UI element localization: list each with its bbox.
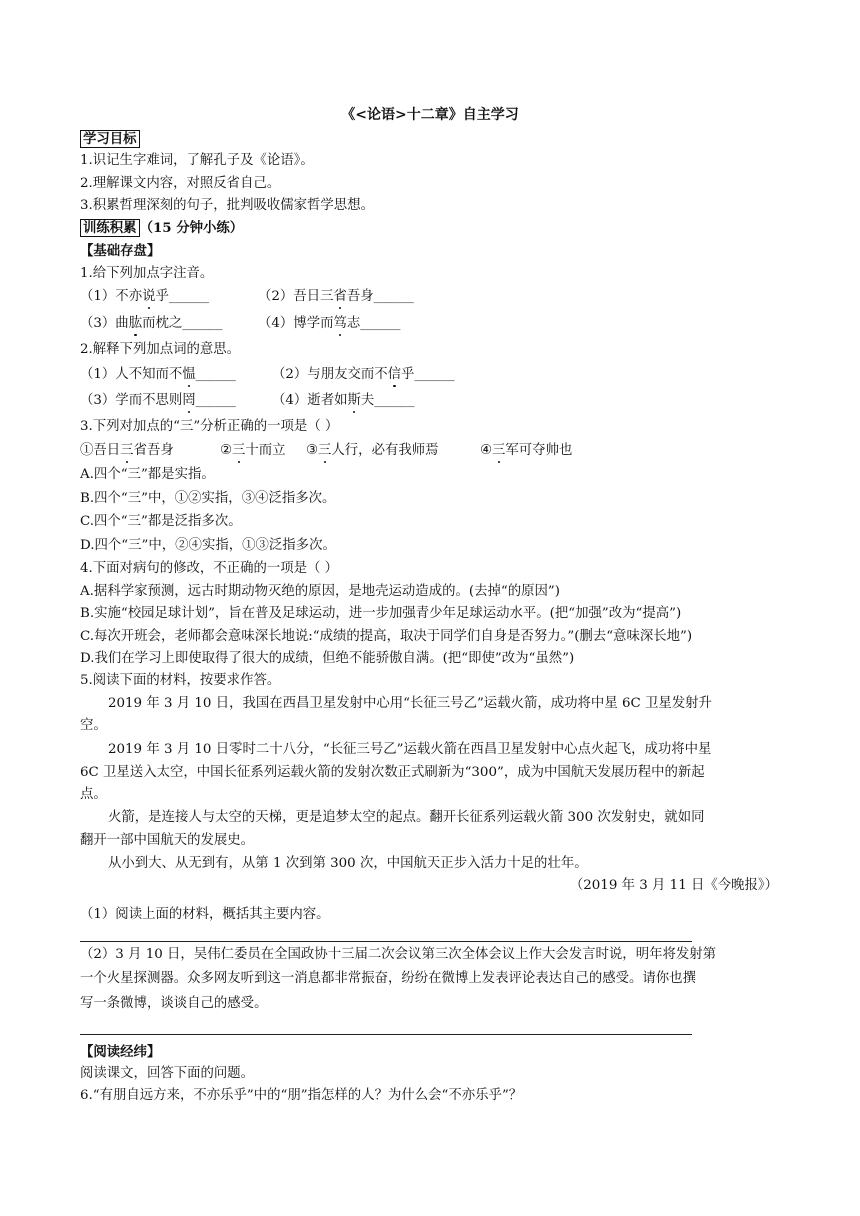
question-3-option: [80, 442, 174, 460]
training-header-line: [80, 219, 243, 238]
question-1-item: [258, 288, 414, 306]
question-5-sub-2: （2）3 月 10 日，吴伟仁委员在全国政协十三届二次会议第三次全体会议上作大会发言时说，明年将发射第: [80, 947, 717, 962]
item-text: （4）博学而: [258, 316, 334, 331]
option-text: ②: [220, 443, 233, 458]
item-blank: 乎______: [401, 367, 455, 382]
item-text: （2）吾日三: [258, 289, 334, 304]
page-title: 《<论语>十二章》自主学习: [341, 107, 519, 123]
question-6: 6.“有朋自远方来，不亦乐乎”中的“朋”指怎样的人？为什么会“不亦乐乎”？: [80, 1088, 523, 1103]
dotted-char: 笃: [333, 316, 347, 331]
dotted-char: 三: [120, 443, 134, 458]
dotted-char: 愠: [182, 367, 196, 382]
question-2-item: [80, 366, 236, 384]
passage-source: （2019 年 3 月 11 日《今晚报》）: [569, 878, 778, 893]
question-3-choice: C.四个“三”都是泛指多次。: [80, 514, 242, 529]
dotted-char: 肱: [128, 316, 143, 331]
question-1-stem: 1.给下列加点字注音。: [80, 266, 214, 281]
objective-item: 2.理解课文内容，对照反省自己。: [80, 176, 281, 191]
question-5-sub-2: 写一条微博，谈谈自己的感受。: [80, 996, 268, 1011]
question-3-stem: 3.下列对加点的“三”分析正确的一项是（ ）: [80, 419, 339, 434]
question-2-item: [272, 392, 414, 410]
item-text: （3）曲: [80, 316, 129, 331]
question-1-item: [80, 315, 222, 333]
item-blank: 夫______: [360, 393, 415, 408]
dotted-char: 省: [333, 289, 347, 304]
reading-intro: 阅读课文，回答下面的问题。: [80, 1066, 255, 1081]
question-4-stem: 4.下面对病句的修改，不正确的一项是（ ）: [80, 561, 339, 576]
dotted-char: 斯: [347, 393, 361, 408]
item-blank: 吾身______: [346, 289, 414, 304]
question-2-stem: 2.解释下列加点词的意思。: [80, 342, 241, 357]
question-4-choice: B.实施“校园足球计划”，旨在普及足球运动，进一步加强青少年足球运动水平。(把“加强”改为“提高”): [80, 606, 682, 621]
training-header-note: （15 分钟小练）: [139, 220, 244, 236]
question-3-choice: A.四个“三”都是实指。: [80, 467, 215, 482]
dotted-char: 三: [318, 443, 332, 458]
option-text: ①吾日: [80, 443, 121, 458]
basic-section-header: 【基础存盘】: [80, 243, 161, 259]
item-blank: ______: [195, 393, 236, 408]
option-text: ③: [306, 443, 319, 458]
question-4-choice: D.我们在学习上即使取得了很大的成绩，但绝不能骄傲自满。(把“即使”改为“虽然”): [80, 651, 575, 666]
training-header: 训练积累: [80, 219, 140, 237]
question-3-option: [220, 442, 286, 460]
passage-line: 2019 年 3 月 10 日零时二十八分，“长征三号乙”运载火箭在西昌卫星发射中心点火起飞，成功将中星: [108, 742, 712, 757]
dotted-char: 三: [232, 443, 246, 458]
item-text: （3）学而不思则: [80, 393, 183, 408]
item-text: （1）不亦: [80, 289, 143, 304]
passage-line: 2019 年 3 月 10 日，我国在西昌卫星发射中心用“长征三号乙”运载火箭，成功将中星 6C 卫星发射升: [108, 696, 712, 711]
dotted-char: 信: [387, 367, 402, 382]
question-4-choice: C.每次开班会，老师都会意味深长地说:“成绩的提高，取决于同学们自身是否努力。”(删去“意味深长地”): [80, 629, 693, 644]
objective-item: 1.识记生字难词，了解孔子及《论语》。: [80, 153, 314, 168]
objectives-header-line: [80, 130, 140, 149]
item-blank: ______: [195, 367, 236, 382]
option-text: ④: [480, 443, 493, 458]
item-blank: 乎______: [155, 289, 210, 304]
question-5-stem: 5.阅读下面的材料，按要求作答。: [80, 673, 281, 688]
objectives-header: 学习目标: [80, 130, 140, 148]
question-2-item: [272, 366, 455, 384]
question-3-option: [306, 442, 439, 460]
dotted-char: 三: [492, 443, 506, 458]
passage-line: 从小到大、从无到有，从第 1 次到第 300 次，中国航天正步入活力十足的壮年。: [108, 856, 588, 871]
dotted-char: 罔: [182, 393, 196, 408]
question-5-sub-1: （1）阅读上面的材料，概括其主要内容。: [80, 907, 330, 922]
item-text: （2）与朋友交而不: [272, 367, 388, 382]
option-text: 军可夺帅也: [505, 443, 573, 458]
question-3-choice: D.四个“三”中，②④实指，①③泛指多次。: [80, 538, 336, 553]
option-text: 省吾身: [133, 443, 174, 458]
question-1-item: [80, 288, 209, 306]
item-blank: 志______: [346, 316, 401, 331]
answer-line[interactable]: [80, 941, 692, 942]
passage-line: 翻开一部中国航天的发展史。: [80, 833, 255, 848]
question-2-item: [80, 392, 236, 410]
passage-line: 6C 卫星送入太空，中国长征系列运载火箭的发射次数正式刷新为“300”，成为中国航天发展历程中的新起: [80, 765, 705, 780]
question-3-choice: B.四个“三”中，①②实指，③④泛指多次。: [80, 491, 336, 506]
question-1-item: [258, 315, 400, 333]
answer-line[interactable]: [80, 1034, 692, 1035]
reading-section-header: 【阅读经纬】: [80, 1044, 161, 1060]
passage-line: 点。: [80, 787, 107, 802]
question-4-choice: A.据科学家预测，远古时期动物灭绝的原因，是地壳运动造成的。(去掉“的原因”): [80, 584, 560, 599]
question-3-option: [480, 442, 572, 460]
passage-line: 火箭，是连接人与太空的天梯，更是追梦太空的起点。翻开长征系列运载火箭 300 次发射史，就如同: [108, 810, 705, 825]
option-text: 人行，必有我师焉: [331, 443, 439, 458]
item-text: （4）逝者如: [272, 393, 348, 408]
objective-item: 3.积累哲理深刻的句子，批判吸收儒家哲学思想。: [80, 198, 374, 213]
option-text: 十而立: [245, 443, 286, 458]
item-text: （1）人不知而不: [80, 367, 183, 382]
question-5-sub-2: 一个火星探测器。众多网友听到这一消息都非常振奋，纷纷在微博上发表评论表达自己的感受。请你也撰: [80, 971, 696, 986]
dotted-char: 说: [142, 289, 156, 304]
item-blank: 而枕之______: [142, 316, 223, 331]
passage-line: 空。: [80, 718, 107, 733]
